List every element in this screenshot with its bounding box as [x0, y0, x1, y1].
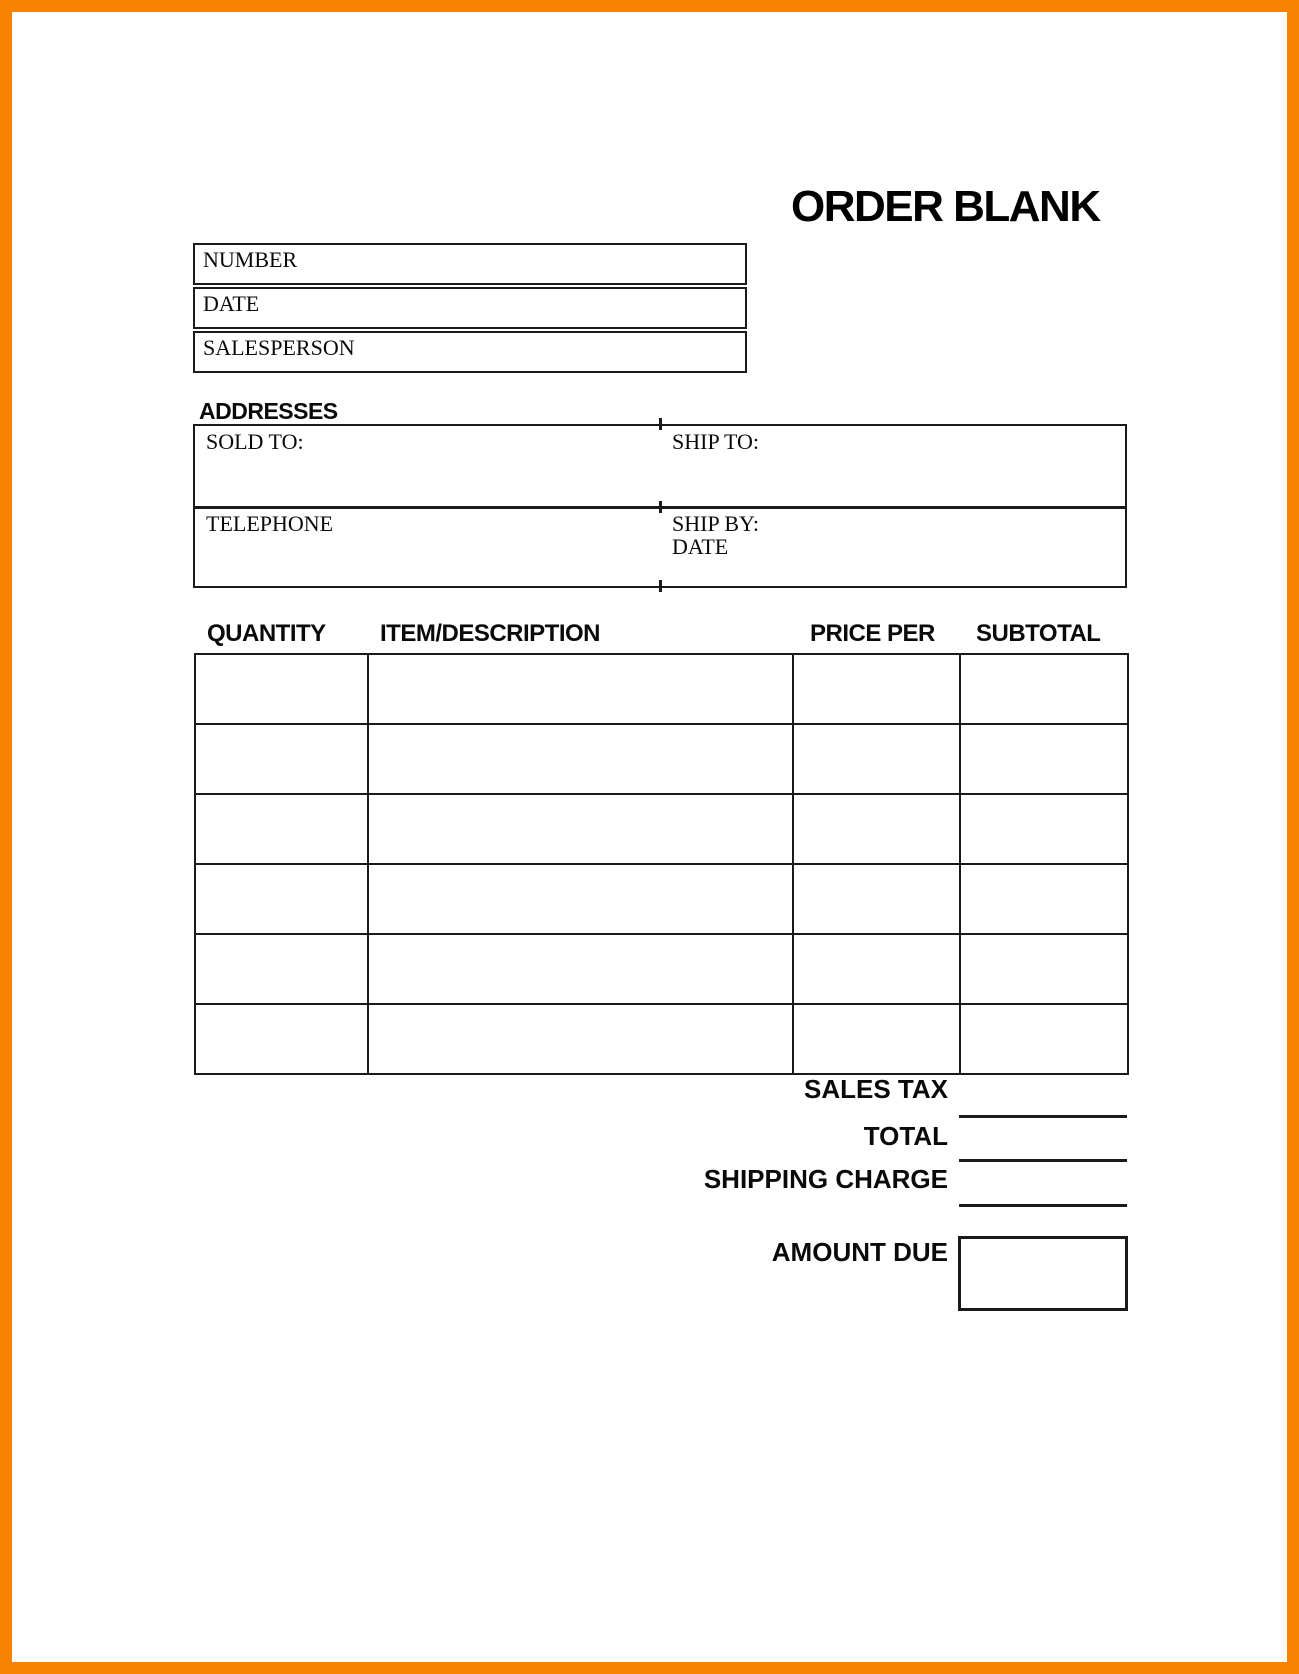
- items-table: [194, 653, 1129, 1075]
- amount-due-label: AMOUNT DUE: [771, 1237, 948, 1267]
- info-row-number: [193, 243, 747, 285]
- items-table-cell: [960, 934, 1128, 1004]
- column-header-price-per: PRICE PER: [810, 620, 935, 647]
- items-table-cell: [195, 654, 368, 724]
- addresses-table: [193, 424, 1127, 588]
- column-divider-tick-bottom: [659, 580, 662, 592]
- ship-to-label: SHIP TO:: [672, 429, 760, 454]
- items-table-cell: [368, 794, 793, 864]
- total-line: [959, 1159, 1127, 1162]
- items-table-row: [195, 654, 1128, 724]
- items-table-cell: [195, 934, 368, 1004]
- column-header-quantity: QUANTITY: [207, 620, 326, 647]
- items-table-cell: [960, 654, 1128, 724]
- shipping-charge-label: SHIPPING CHARGE: [703, 1164, 948, 1194]
- items-table-cell: [793, 1004, 960, 1074]
- addresses-heading: ADDRESSES: [199, 398, 338, 424]
- date-label: DATE: [203, 291, 260, 316]
- salesperson-label: SALESPERSON: [203, 335, 355, 360]
- items-table-cell: [793, 794, 960, 864]
- items-table-cell: [368, 934, 793, 1004]
- items-table-cell: [793, 654, 960, 724]
- ship-by-label: SHIP BY:: [672, 511, 760, 536]
- items-table-cell: [195, 794, 368, 864]
- column-divider-tick-middle: [659, 501, 662, 513]
- column-header-item-description: ITEM/DESCRIPTION: [380, 620, 601, 647]
- items-table-cell: [960, 794, 1128, 864]
- items-table-cell: [793, 724, 960, 794]
- info-row-date: [193, 287, 747, 329]
- column-header-subtotal: SUBTOTAL: [976, 620, 1101, 647]
- column-divider-tick-top: [659, 418, 662, 430]
- total-label: TOTAL: [863, 1121, 948, 1151]
- items-table-cell: [195, 864, 368, 934]
- items-table-row: [195, 724, 1128, 794]
- number-label: NUMBER: [203, 247, 298, 272]
- shipping-charge-line: [959, 1204, 1127, 1207]
- items-table-cell: [960, 724, 1128, 794]
- info-row-salesperson: [193, 331, 747, 373]
- amount-due-box: [958, 1236, 1128, 1311]
- order-info-table: [193, 243, 747, 375]
- items-table-row: [195, 1004, 1128, 1074]
- items-table-body: [195, 654, 1128, 1074]
- sold-to-label: SOLD TO:: [206, 429, 304, 454]
- items-table-row: [195, 794, 1128, 864]
- items-table-cell: [368, 724, 793, 794]
- items-table-cell: [368, 864, 793, 934]
- items-table-cell: [793, 864, 960, 934]
- page-title: ORDER BLANK: [791, 182, 1100, 231]
- items-table-cell: [960, 1004, 1128, 1074]
- sales-tax-label: SALES TAX: [804, 1074, 948, 1104]
- items-table-cell: [195, 724, 368, 794]
- items-table-cell: [793, 934, 960, 1004]
- items-table-row: [195, 864, 1128, 934]
- ship-by-date-label: DATE: [672, 534, 729, 559]
- items-table-cell: [960, 864, 1128, 934]
- items-table-cell: [195, 1004, 368, 1074]
- sales-tax-line: [959, 1115, 1127, 1118]
- telephone-label: TELEPHONE: [206, 511, 334, 536]
- items-table-row: [195, 934, 1128, 1004]
- items-table-cell: [368, 654, 793, 724]
- items-table-cell: [368, 1004, 793, 1074]
